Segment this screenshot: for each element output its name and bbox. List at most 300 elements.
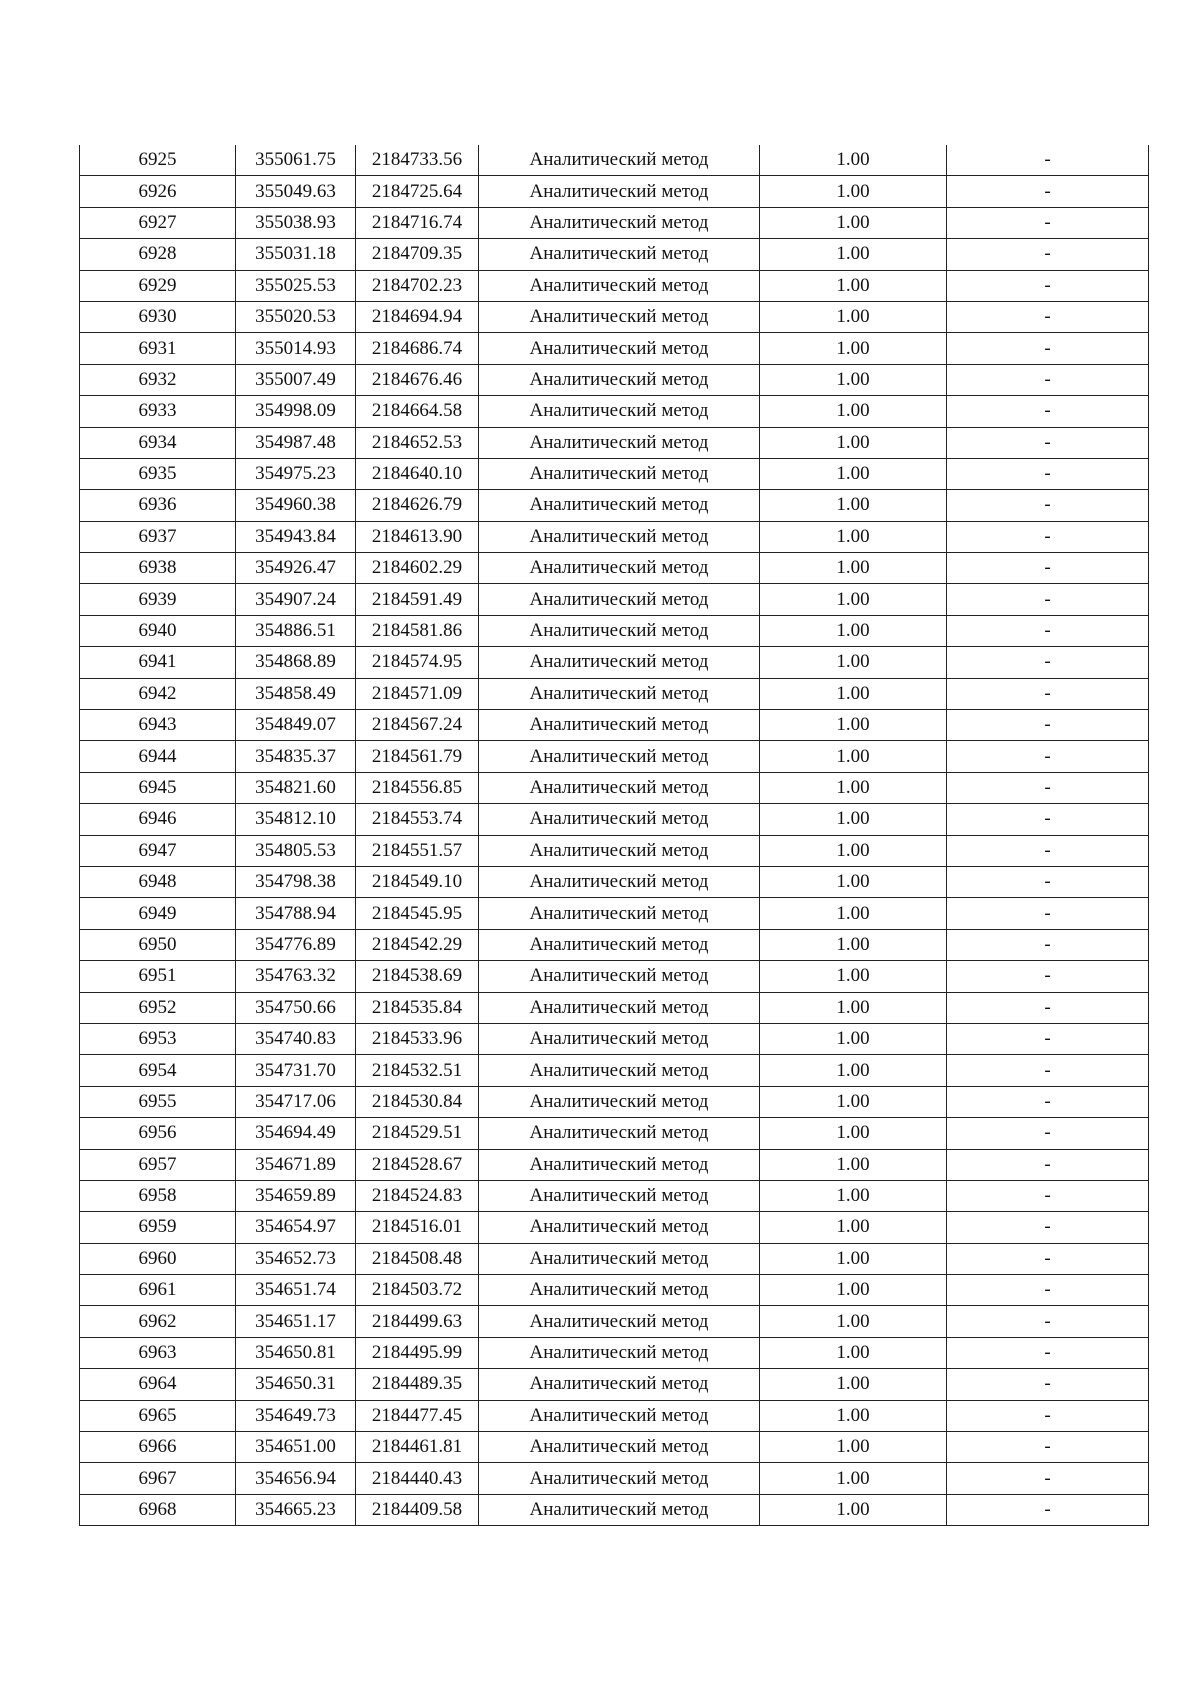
note-cell: -	[947, 270, 1149, 301]
accuracy-cell: 1.00	[760, 1212, 947, 1243]
table-row	[80, 678, 1149, 709]
x-coordinate-cell: 354812.10	[236, 804, 356, 835]
accuracy-cell: 1.00	[760, 898, 947, 929]
table-row	[80, 615, 1149, 646]
note-cell: -	[947, 1180, 1149, 1211]
x-coordinate-cell: 354943.84	[236, 521, 356, 552]
x-coordinate-cell: 354960.38	[236, 490, 356, 521]
point-number-cell: 6942	[80, 678, 236, 709]
table-row	[80, 1055, 1149, 1086]
accuracy-cell: 1.00	[760, 835, 947, 866]
note-cell: -	[947, 333, 1149, 364]
table-row	[80, 176, 1149, 207]
note-cell: -	[947, 427, 1149, 458]
note-cell: -	[947, 1463, 1149, 1494]
y-coordinate-cell: 2184716.74	[356, 207, 479, 238]
method-cell: Аналитический метод	[479, 145, 760, 176]
note-cell: -	[947, 176, 1149, 207]
accuracy-cell: 1.00	[760, 584, 947, 615]
point-number-cell: 6951	[80, 961, 236, 992]
x-coordinate-cell: 354788.94	[236, 898, 356, 929]
method-cell: Аналитический метод	[479, 270, 760, 301]
method-cell: Аналитический метод	[479, 898, 760, 929]
note-cell: -	[947, 1400, 1149, 1431]
table-row	[80, 1494, 1149, 1525]
accuracy-cell: 1.00	[760, 458, 947, 489]
y-coordinate-cell: 2184733.56	[356, 145, 479, 176]
accuracy-cell: 1.00	[760, 270, 947, 301]
accuracy-cell: 1.00	[760, 1118, 947, 1149]
method-cell: Аналитический метод	[479, 396, 760, 427]
table-row	[80, 1400, 1149, 1431]
y-coordinate-cell: 2184530.84	[356, 1086, 479, 1117]
note-cell: -	[947, 301, 1149, 332]
y-coordinate-cell: 2184533.96	[356, 1023, 479, 1054]
point-number-cell: 6959	[80, 1212, 236, 1243]
table-row	[80, 207, 1149, 238]
accuracy-cell: 1.00	[760, 1275, 947, 1306]
point-number-cell: 6926	[80, 176, 236, 207]
note-cell: -	[947, 1494, 1149, 1525]
method-cell: Аналитический метод	[479, 647, 760, 678]
table-row	[80, 1149, 1149, 1180]
y-coordinate-cell: 2184553.74	[356, 804, 479, 835]
table-row	[80, 804, 1149, 835]
note-cell: -	[947, 1023, 1149, 1054]
table-row	[80, 553, 1149, 584]
note-cell: -	[947, 1149, 1149, 1180]
point-number-cell: 6966	[80, 1432, 236, 1463]
point-number-cell: 6949	[80, 898, 236, 929]
x-coordinate-cell: 355020.53	[236, 301, 356, 332]
x-coordinate-cell: 354907.24	[236, 584, 356, 615]
method-cell: Аналитический метод	[479, 1212, 760, 1243]
accuracy-cell: 1.00	[760, 1023, 947, 1054]
x-coordinate-cell: 354649.73	[236, 1400, 356, 1431]
point-number-cell: 6964	[80, 1369, 236, 1400]
point-number-cell: 6925	[80, 145, 236, 176]
note-cell: -	[947, 364, 1149, 395]
method-cell: Аналитический метод	[479, 772, 760, 803]
note-cell: -	[947, 207, 1149, 238]
point-number-cell: 6967	[80, 1463, 236, 1494]
point-number-cell: 6941	[80, 647, 236, 678]
accuracy-cell: 1.00	[760, 1149, 947, 1180]
accuracy-cell: 1.00	[760, 992, 947, 1023]
x-coordinate-cell: 355038.93	[236, 207, 356, 238]
x-coordinate-cell: 354926.47	[236, 553, 356, 584]
y-coordinate-cell: 2184702.23	[356, 270, 479, 301]
note-cell: -	[947, 584, 1149, 615]
table-row	[80, 992, 1149, 1023]
y-coordinate-cell: 2184561.79	[356, 741, 479, 772]
x-coordinate-cell: 354650.81	[236, 1337, 356, 1368]
note-cell: -	[947, 741, 1149, 772]
y-coordinate-cell: 2184535.84	[356, 992, 479, 1023]
table-row	[80, 929, 1149, 960]
x-coordinate-cell: 354651.74	[236, 1275, 356, 1306]
method-cell: Аналитический метод	[479, 804, 760, 835]
note-cell: -	[947, 866, 1149, 897]
x-coordinate-cell: 354652.73	[236, 1243, 356, 1274]
x-coordinate-cell: 354654.97	[236, 1212, 356, 1243]
accuracy-cell: 1.00	[760, 301, 947, 332]
y-coordinate-cell: 2184567.24	[356, 710, 479, 741]
accuracy-cell: 1.00	[760, 427, 947, 458]
table-row	[80, 1180, 1149, 1211]
note-cell: -	[947, 929, 1149, 960]
coordinates-table-body	[80, 145, 1149, 1526]
point-number-cell: 6955	[80, 1086, 236, 1117]
table-row	[80, 1369, 1149, 1400]
note-cell: -	[947, 615, 1149, 646]
accuracy-cell: 1.00	[760, 1494, 947, 1525]
x-coordinate-cell: 354659.89	[236, 1180, 356, 1211]
y-coordinate-cell: 2184495.99	[356, 1337, 479, 1368]
y-coordinate-cell: 2184538.69	[356, 961, 479, 992]
table-row	[80, 1086, 1149, 1117]
y-coordinate-cell: 2184499.63	[356, 1306, 479, 1337]
note-cell: -	[947, 647, 1149, 678]
point-number-cell: 6939	[80, 584, 236, 615]
y-coordinate-cell: 2184694.94	[356, 301, 479, 332]
table-row	[80, 741, 1149, 772]
point-number-cell: 6944	[80, 741, 236, 772]
y-coordinate-cell: 2184602.29	[356, 553, 479, 584]
method-cell: Аналитический метод	[479, 929, 760, 960]
point-number-cell: 6947	[80, 835, 236, 866]
note-cell: -	[947, 239, 1149, 270]
point-number-cell: 6936	[80, 490, 236, 521]
x-coordinate-cell: 354998.09	[236, 396, 356, 427]
method-cell: Аналитический метод	[479, 458, 760, 489]
table-row	[80, 584, 1149, 615]
point-number-cell: 6934	[80, 427, 236, 458]
method-cell: Аналитический метод	[479, 427, 760, 458]
accuracy-cell: 1.00	[760, 1337, 947, 1368]
note-cell: -	[947, 1243, 1149, 1274]
y-coordinate-cell: 2184709.35	[356, 239, 479, 270]
method-cell: Аналитический метод	[479, 710, 760, 741]
table-row	[80, 961, 1149, 992]
point-number-cell: 6950	[80, 929, 236, 960]
note-cell: -	[947, 1432, 1149, 1463]
method-cell: Аналитический метод	[479, 1432, 760, 1463]
point-number-cell: 6945	[80, 772, 236, 803]
method-cell: Аналитический метод	[479, 1369, 760, 1400]
accuracy-cell: 1.00	[760, 207, 947, 238]
point-number-cell: 6938	[80, 553, 236, 584]
point-number-cell: 6932	[80, 364, 236, 395]
x-coordinate-cell: 354805.53	[236, 835, 356, 866]
point-number-cell: 6956	[80, 1118, 236, 1149]
note-cell: -	[947, 1369, 1149, 1400]
method-cell: Аналитический метод	[479, 835, 760, 866]
table-row	[80, 1118, 1149, 1149]
accuracy-cell: 1.00	[760, 490, 947, 521]
y-coordinate-cell: 2184477.45	[356, 1400, 479, 1431]
method-cell: Аналитический метод	[479, 176, 760, 207]
accuracy-cell: 1.00	[760, 929, 947, 960]
x-coordinate-cell: 354858.49	[236, 678, 356, 709]
table-row	[80, 521, 1149, 552]
accuracy-cell: 1.00	[760, 333, 947, 364]
accuracy-cell: 1.00	[760, 1369, 947, 1400]
point-number-cell: 6946	[80, 804, 236, 835]
method-cell: Аналитический метод	[479, 615, 760, 646]
method-cell: Аналитический метод	[479, 1055, 760, 1086]
note-cell: -	[947, 1337, 1149, 1368]
note-cell: -	[947, 772, 1149, 803]
x-coordinate-cell: 354656.94	[236, 1463, 356, 1494]
coordinates-table	[79, 145, 1149, 1526]
point-number-cell: 6930	[80, 301, 236, 332]
y-coordinate-cell: 2184686.74	[356, 333, 479, 364]
point-number-cell: 6954	[80, 1055, 236, 1086]
method-cell: Аналитический метод	[479, 961, 760, 992]
table-row	[80, 1306, 1149, 1337]
table-row	[80, 145, 1149, 176]
accuracy-cell: 1.00	[760, 961, 947, 992]
note-cell: -	[947, 145, 1149, 176]
method-cell: Аналитический метод	[479, 866, 760, 897]
x-coordinate-cell: 354886.51	[236, 615, 356, 646]
point-number-cell: 6963	[80, 1337, 236, 1368]
method-cell: Аналитический метод	[479, 301, 760, 332]
x-coordinate-cell: 355031.18	[236, 239, 356, 270]
method-cell: Аналитический метод	[479, 1337, 760, 1368]
y-coordinate-cell: 2184503.72	[356, 1275, 479, 1306]
method-cell: Аналитический метод	[479, 741, 760, 772]
y-coordinate-cell: 2184613.90	[356, 521, 479, 552]
x-coordinate-cell: 354651.00	[236, 1432, 356, 1463]
accuracy-cell: 1.00	[760, 364, 947, 395]
x-coordinate-cell: 354868.89	[236, 647, 356, 678]
table-row	[80, 490, 1149, 521]
accuracy-cell: 1.00	[760, 710, 947, 741]
table-row	[80, 710, 1149, 741]
x-coordinate-cell: 354763.32	[236, 961, 356, 992]
method-cell: Аналитический метод	[479, 584, 760, 615]
point-number-cell: 6937	[80, 521, 236, 552]
point-number-cell: 6931	[80, 333, 236, 364]
note-cell: -	[947, 458, 1149, 489]
note-cell: -	[947, 835, 1149, 866]
method-cell: Аналитический метод	[479, 678, 760, 709]
y-coordinate-cell: 2184489.35	[356, 1369, 479, 1400]
y-coordinate-cell: 2184551.57	[356, 835, 479, 866]
y-coordinate-cell: 2184545.95	[356, 898, 479, 929]
table-row	[80, 1275, 1149, 1306]
y-coordinate-cell: 2184542.29	[356, 929, 479, 960]
note-cell: -	[947, 1086, 1149, 1117]
table-row	[80, 1212, 1149, 1243]
y-coordinate-cell: 2184581.86	[356, 615, 479, 646]
x-coordinate-cell: 354835.37	[236, 741, 356, 772]
y-coordinate-cell: 2184652.53	[356, 427, 479, 458]
point-number-cell: 6928	[80, 239, 236, 270]
method-cell: Аналитический метод	[479, 1086, 760, 1117]
y-coordinate-cell: 2184571.09	[356, 678, 479, 709]
table-row	[80, 1243, 1149, 1274]
y-coordinate-cell: 2184409.58	[356, 1494, 479, 1525]
point-number-cell: 6953	[80, 1023, 236, 1054]
x-coordinate-cell: 354651.17	[236, 1306, 356, 1337]
accuracy-cell: 1.00	[760, 1432, 947, 1463]
table-row	[80, 1337, 1149, 1368]
point-number-cell: 6962	[80, 1306, 236, 1337]
accuracy-cell: 1.00	[760, 678, 947, 709]
method-cell: Аналитический метод	[479, 207, 760, 238]
method-cell: Аналитический метод	[479, 1463, 760, 1494]
y-coordinate-cell: 2184528.67	[356, 1149, 479, 1180]
y-coordinate-cell: 2184725.64	[356, 176, 479, 207]
method-cell: Аналитический метод	[479, 1494, 760, 1525]
accuracy-cell: 1.00	[760, 1306, 947, 1337]
table-row	[80, 301, 1149, 332]
y-coordinate-cell: 2184640.10	[356, 458, 479, 489]
table-row	[80, 1023, 1149, 1054]
accuracy-cell: 1.00	[760, 553, 947, 584]
table-row	[80, 333, 1149, 364]
accuracy-cell: 1.00	[760, 1400, 947, 1431]
method-cell: Аналитический метод	[479, 239, 760, 270]
point-number-cell: 6948	[80, 866, 236, 897]
y-coordinate-cell: 2184461.81	[356, 1432, 479, 1463]
accuracy-cell: 1.00	[760, 176, 947, 207]
accuracy-cell: 1.00	[760, 396, 947, 427]
y-coordinate-cell: 2184676.46	[356, 364, 479, 395]
accuracy-cell: 1.00	[760, 145, 947, 176]
note-cell: -	[947, 1055, 1149, 1086]
note-cell: -	[947, 396, 1149, 427]
x-coordinate-cell: 354731.70	[236, 1055, 356, 1086]
note-cell: -	[947, 678, 1149, 709]
method-cell: Аналитический метод	[479, 992, 760, 1023]
point-number-cell: 6940	[80, 615, 236, 646]
note-cell: -	[947, 1306, 1149, 1337]
y-coordinate-cell: 2184664.58	[356, 396, 479, 427]
table-row	[80, 1463, 1149, 1494]
x-coordinate-cell: 354694.49	[236, 1118, 356, 1149]
y-coordinate-cell: 2184524.83	[356, 1180, 479, 1211]
x-coordinate-cell: 355049.63	[236, 176, 356, 207]
point-number-cell: 6957	[80, 1149, 236, 1180]
method-cell: Аналитический метод	[479, 1400, 760, 1431]
y-coordinate-cell: 2184532.51	[356, 1055, 479, 1086]
point-number-cell: 6952	[80, 992, 236, 1023]
y-coordinate-cell: 2184574.95	[356, 647, 479, 678]
accuracy-cell: 1.00	[760, 1243, 947, 1274]
x-coordinate-cell: 355061.75	[236, 145, 356, 176]
table-row	[80, 396, 1149, 427]
method-cell: Аналитический метод	[479, 1306, 760, 1337]
y-coordinate-cell: 2184516.01	[356, 1212, 479, 1243]
point-number-cell: 6935	[80, 458, 236, 489]
note-cell: -	[947, 1275, 1149, 1306]
x-coordinate-cell: 354849.07	[236, 710, 356, 741]
x-coordinate-cell: 354975.23	[236, 458, 356, 489]
note-cell: -	[947, 992, 1149, 1023]
accuracy-cell: 1.00	[760, 239, 947, 270]
method-cell: Аналитический метод	[479, 364, 760, 395]
accuracy-cell: 1.00	[760, 804, 947, 835]
y-coordinate-cell: 2184591.49	[356, 584, 479, 615]
accuracy-cell: 1.00	[760, 521, 947, 552]
x-coordinate-cell: 355025.53	[236, 270, 356, 301]
table-row	[80, 270, 1149, 301]
x-coordinate-cell: 354650.31	[236, 1369, 356, 1400]
point-number-cell: 6960	[80, 1243, 236, 1274]
point-number-cell: 6965	[80, 1400, 236, 1431]
y-coordinate-cell: 2184556.85	[356, 772, 479, 803]
method-cell: Аналитический метод	[479, 1180, 760, 1211]
table-row	[80, 866, 1149, 897]
x-coordinate-cell: 354750.66	[236, 992, 356, 1023]
x-coordinate-cell: 355014.93	[236, 333, 356, 364]
note-cell: -	[947, 710, 1149, 741]
note-cell: -	[947, 898, 1149, 929]
table-row	[80, 647, 1149, 678]
table-row	[80, 364, 1149, 395]
point-number-cell: 6958	[80, 1180, 236, 1211]
note-cell: -	[947, 961, 1149, 992]
note-cell: -	[947, 521, 1149, 552]
note-cell: -	[947, 490, 1149, 521]
x-coordinate-cell: 354987.48	[236, 427, 356, 458]
accuracy-cell: 1.00	[760, 647, 947, 678]
note-cell: -	[947, 1212, 1149, 1243]
note-cell: -	[947, 1118, 1149, 1149]
point-number-cell: 6943	[80, 710, 236, 741]
accuracy-cell: 1.00	[760, 866, 947, 897]
point-number-cell: 6933	[80, 396, 236, 427]
table-row	[80, 239, 1149, 270]
method-cell: Аналитический метод	[479, 490, 760, 521]
x-coordinate-cell: 354665.23	[236, 1494, 356, 1525]
accuracy-cell: 1.00	[760, 1055, 947, 1086]
point-number-cell: 6961	[80, 1275, 236, 1306]
x-coordinate-cell: 354776.89	[236, 929, 356, 960]
y-coordinate-cell: 2184508.48	[356, 1243, 479, 1274]
table-row	[80, 898, 1149, 929]
point-number-cell: 6929	[80, 270, 236, 301]
method-cell: Аналитический метод	[479, 1149, 760, 1180]
y-coordinate-cell: 2184626.79	[356, 490, 479, 521]
method-cell: Аналитический метод	[479, 1023, 760, 1054]
point-number-cell: 6927	[80, 207, 236, 238]
point-number-cell: 6968	[80, 1494, 236, 1525]
method-cell: Аналитический метод	[479, 333, 760, 364]
accuracy-cell: 1.00	[760, 1086, 947, 1117]
accuracy-cell: 1.00	[760, 1180, 947, 1211]
table-row	[80, 1432, 1149, 1463]
note-cell: -	[947, 553, 1149, 584]
method-cell: Аналитический метод	[479, 521, 760, 552]
x-coordinate-cell: 354717.06	[236, 1086, 356, 1117]
accuracy-cell: 1.00	[760, 1463, 947, 1494]
method-cell: Аналитический метод	[479, 553, 760, 584]
y-coordinate-cell: 2184440.43	[356, 1463, 479, 1494]
method-cell: Аналитический метод	[479, 1275, 760, 1306]
table-row	[80, 835, 1149, 866]
x-coordinate-cell: 354740.83	[236, 1023, 356, 1054]
table-row	[80, 427, 1149, 458]
y-coordinate-cell: 2184549.10	[356, 866, 479, 897]
x-coordinate-cell: 354821.60	[236, 772, 356, 803]
x-coordinate-cell: 354671.89	[236, 1149, 356, 1180]
accuracy-cell: 1.00	[760, 772, 947, 803]
